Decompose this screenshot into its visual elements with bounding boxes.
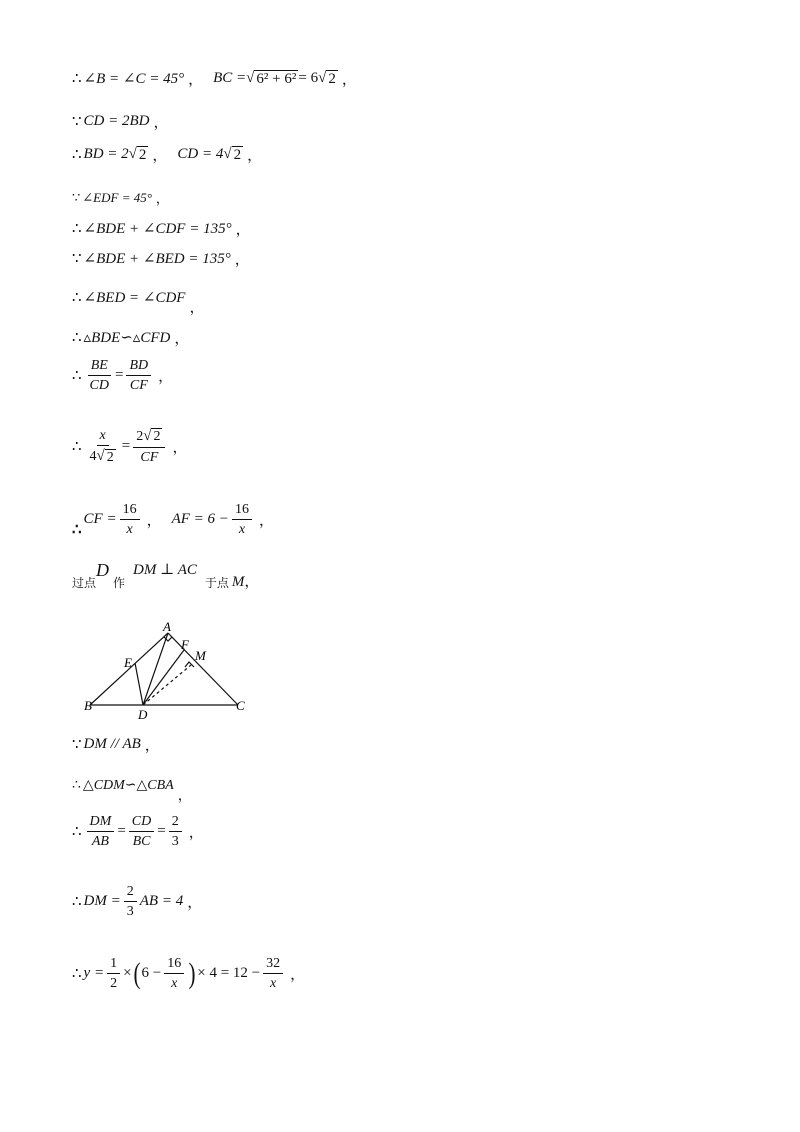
- fraction: [263, 956, 283, 992]
- line-ratio-values: [72, 428, 188, 465]
- six-minus: 6 −: [141, 965, 162, 982]
- comma: ，: [341, 72, 357, 88]
- comma: ，: [189, 300, 205, 316]
- segment-df: [143, 650, 184, 705]
- coefficient: 2: [136, 429, 144, 444]
- similarity: △CDM∽△CBA: [82, 777, 174, 793]
- denominator: 2: [110, 976, 118, 992]
- cd-value: CD = 4: [177, 146, 224, 162]
- times-four: × 4 = 12 −: [197, 965, 261, 982]
- numerator: 2: [124, 884, 137, 902]
- label-f: F: [181, 637, 189, 652]
- label-m: M: [195, 648, 206, 663]
- fraction: [124, 884, 137, 920]
- comma: ，: [153, 115, 169, 131]
- construction-text: 作: [113, 576, 126, 590]
- fraction: [120, 502, 140, 538]
- bc-result: = 6: [298, 70, 319, 86]
- line-similar-cdm-cba: [72, 765, 192, 805]
- therefore-symbol: ∴: [72, 290, 82, 306]
- line-bde-bed-sum: [72, 248, 250, 269]
- therefore-symbol: ∴: [72, 522, 82, 538]
- line-bed-cdf: [72, 278, 204, 317]
- comma: ，: [177, 789, 192, 804]
- dm-rhs: AB = 4: [139, 893, 184, 910]
- line-bde-cdf-sum: [72, 218, 251, 239]
- comma: ，: [144, 738, 160, 754]
- because-symbol: ∵: [72, 737, 82, 753]
- because-symbol: ∵: [72, 114, 82, 130]
- comma: ，: [187, 895, 203, 912]
- y-lhs: y =: [83, 965, 105, 982]
- numerator: 16: [232, 502, 252, 520]
- comma: ，: [158, 369, 174, 386]
- sqrt-expression: √ 6² + 6²: [246, 70, 297, 87]
- equals: =: [121, 437, 131, 454]
- similarity: ▵BDE∽▵CFD: [83, 330, 171, 346]
- bc-lhs: BC =: [213, 70, 247, 86]
- line-dm-ab-ratio: [72, 814, 204, 850]
- therefore-symbol: ∴: [72, 824, 82, 841]
- therefore-symbol: ∴: [72, 221, 82, 237]
- angle-sum: ∠BDE + ∠BED = 135°: [83, 251, 231, 267]
- dm-lhs: DM =: [83, 893, 121, 910]
- line-y-function: ∴ y = $\frac{1}{2}$ × ( 6 − $\frac{16}{x}$ ) × 4 = 12 − $\frac{32}{x}$ ，: [72, 956, 306, 992]
- numerator: CD: [129, 814, 154, 832]
- equals: =: [157, 823, 166, 840]
- comma: ，: [172, 439, 188, 456]
- equals: =: [117, 823, 126, 840]
- line-edf: [72, 188, 169, 207]
- numerator: 16: [164, 956, 184, 974]
- label-d: D: [138, 707, 148, 722]
- line-bd-cd-values: [72, 144, 262, 165]
- comma: ，: [258, 513, 274, 529]
- denominator: x: [270, 976, 277, 992]
- numerator: 1: [107, 956, 120, 974]
- numerator: BE: [88, 358, 111, 376]
- af-lhs: AF = 6 −: [171, 511, 229, 527]
- comma: ，: [247, 148, 263, 164]
- numerator: x: [97, 428, 109, 446]
- denominator: 3: [171, 834, 179, 850]
- parallel-relation: DM // AB: [83, 736, 141, 752]
- triangle-figure: [78, 618, 268, 726]
- denominator: CF: [129, 378, 148, 394]
- therefore-symbol: ∴: [72, 147, 82, 163]
- therefore-symbol: ∴: [72, 777, 81, 793]
- numerator: 32: [263, 956, 283, 974]
- denominator: x: [171, 976, 178, 992]
- fraction: [87, 814, 115, 850]
- comma: ，: [188, 72, 204, 88]
- denominator: AB: [91, 834, 109, 850]
- fraction: [169, 814, 182, 850]
- numerator: 2: [169, 814, 182, 832]
- times-sign: ×: [123, 965, 132, 982]
- edf-angle: ∠EDF = 45°: [82, 189, 152, 205]
- comma: ，: [235, 222, 251, 238]
- denominator: x: [126, 522, 133, 537]
- because-symbol: ∵: [72, 189, 81, 205]
- bd-value: BD = 2: [83, 146, 129, 162]
- denominator: CF: [140, 449, 159, 465]
- comma: ，: [188, 825, 204, 842]
- line-parallel: [72, 734, 160, 755]
- label-a: A: [163, 619, 171, 634]
- denominator: BC: [132, 834, 151, 850]
- label-c: C: [236, 698, 245, 713]
- sqrt-body: 2: [328, 70, 336, 87]
- denominator: 4 √ 2: [89, 448, 114, 465]
- therefore-symbol: ∴: [72, 438, 82, 455]
- point-label: M: [231, 574, 245, 590]
- fraction: [87, 428, 119, 465]
- denominator: x: [238, 522, 246, 537]
- angle-sum: ∠BDE + ∠CDF = 135°: [83, 221, 232, 237]
- line-angles-bc: [72, 68, 357, 89]
- sqrt-body: 2: [106, 449, 114, 465]
- comma: ，: [155, 191, 169, 206]
- fraction: [107, 956, 120, 992]
- therefore-symbol: ∴: [72, 966, 82, 983]
- denominator: 3: [126, 904, 134, 920]
- comma: ，: [152, 148, 168, 164]
- sqrt-body: 2: [153, 429, 161, 445]
- comma: ，: [244, 574, 260, 590]
- therefore-symbol: ∴: [72, 330, 82, 346]
- because-symbol: ∵: [72, 251, 82, 267]
- label-e: E: [124, 655, 132, 670]
- line-ratio: [72, 358, 173, 394]
- numerator: DM: [87, 814, 115, 832]
- cf-lhs: CF =: [83, 511, 117, 527]
- construction-text: 过点: [72, 576, 97, 590]
- equals: =: [115, 367, 124, 384]
- fraction: [129, 814, 154, 850]
- numerator: 16: [120, 502, 140, 520]
- therefore-symbol: ∴: [72, 368, 82, 385]
- line-construction: [72, 560, 260, 591]
- angle-equation: ∠B = ∠C = 45°: [83, 71, 185, 87]
- sqrt-expression: √ 2: [128, 146, 147, 163]
- sqrt-body: 6² + 6²: [256, 70, 297, 87]
- therefore-symbol: ∴: [72, 894, 82, 911]
- segment-de: [135, 663, 143, 705]
- denominator: CD: [89, 378, 109, 394]
- comma: ，: [234, 252, 250, 268]
- comma: ，: [174, 331, 190, 347]
- perpendicular-relation: DM ⊥ AC: [133, 562, 197, 578]
- fraction: [164, 956, 184, 992]
- side-ac: [168, 633, 238, 705]
- angle-equality: ∠BED = ∠CDF: [83, 290, 186, 306]
- line-cf-af: [72, 500, 274, 539]
- numerator: BD: [126, 358, 151, 376]
- construction-text: 于点: [204, 576, 229, 590]
- point-label: D: [96, 560, 110, 580]
- label-b: B: [84, 698, 92, 713]
- sqrt-expression: √ 2: [318, 70, 336, 87]
- cd-equation: CD = 2BD: [83, 113, 150, 129]
- sqrt-body: 2: [233, 146, 242, 163]
- therefore-symbol: ∴: [72, 71, 82, 87]
- fraction: [232, 502, 252, 538]
- line-similar-triangles: [72, 327, 189, 348]
- comma: ，: [290, 967, 306, 984]
- comma: ，: [146, 513, 162, 529]
- sqrt-body: 2: [138, 146, 147, 163]
- line-cd-2bd: [72, 111, 169, 132]
- line-dm-value: [72, 884, 202, 920]
- coefficient: 4: [89, 449, 97, 465]
- fraction: [87, 358, 112, 394]
- sqrt-expression: √ 2: [223, 146, 242, 163]
- fraction: [126, 358, 151, 394]
- fraction: [133, 428, 165, 465]
- numerator: 2 √ 2: [133, 428, 165, 448]
